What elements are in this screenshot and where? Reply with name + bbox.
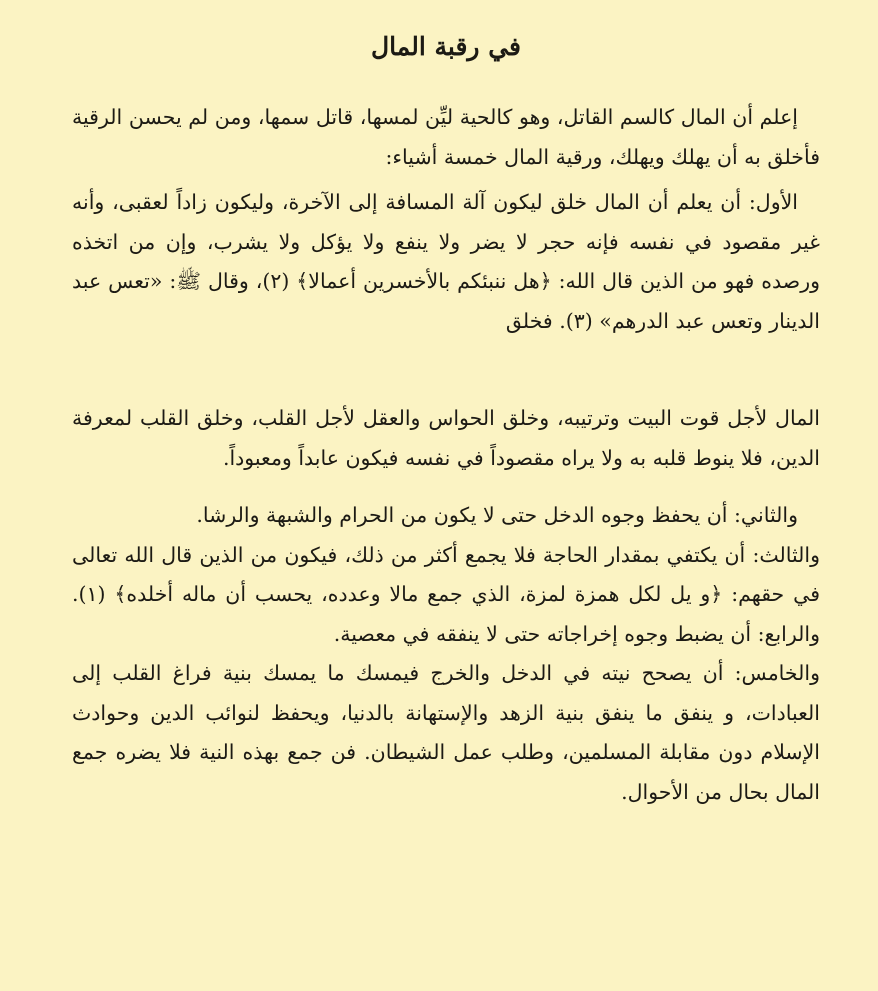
paragraph-gap: [72, 341, 820, 399]
paragraph-gap: [72, 478, 820, 496]
paragraph-third-fourth-point: والثالث: أن يكتفي بمقدار الحاجة فلا يجمع أكثر من ذلك، فيكون من الذين قال الله تعالى في حقهم: ﴿و يل لكل همزة لمزة، الذي جمع مالا وعدده، يحسب أن ماله أخلده﴾ (١). والرابع: أن يضبط وجوه إخراجاته حتى لا ينفقه في معصية.: [72, 542, 820, 646]
paragraph-second-point: والثاني: أن يحفظ وجوه الدخل حتى لا يكون من الحرام والشبهة والرشا.: [196, 503, 798, 527]
paragraph-fifth-point: والخامس: أن يصحح نيته في الدخل والخرج فيمسك ما يمسك بنية فراغ القلب إلى العبادات، و ينفق ما ينفق بنية الزهد والإستهانة بالدنيا، ويحفظ لنوائب الدين وحوادث الإسلام دون مقابلة المسلمين، وطلب عمل الشيطان. فن جمع بهذه النية فلا يضره جمع المال بحال من الأحوال.: [72, 661, 820, 804]
paragraph-first-point-continued: المال لأجل قوت البيت وترتيبه، وخلق الحواس والعقل لأجل القلب، وخلق القلب لمعرفة الدين، فلا ينوط قلبه به ولا يراه مقصوداً في نفسه فيكون عابداً ومعبوداً.: [72, 406, 820, 470]
page-title: في رقبة المال: [371, 32, 521, 61]
paragraph-intro: إعلم أن المال كالسم القاتل، وهو كالحية ليِّن لمسها، قاتل سمها، ومن لم يحسن الرقية فأخلق به أن يهلك ويهلك، ورقية المال خمسة أشياء:: [72, 105, 820, 169]
paragraph-first-point: الأول: أن يعلم أن المال خلق ليكون آلة المسافة إلى الآخرة، وليكون زاداً لعقبى، وأنه غير مقصود في نفسه فإنه حجر لا يضر ولا ينفع ولا يؤكل ولا يشرب، وإن من اتخذه ورصده فهو من الذين قال الله: ﴿هل ننبئكم بالأخسرين أعمالا﴾ (٢)، وقال ﷺ: «تعس عبد الدينار وتعس عبد الدرهم» (٣). فخلق: [72, 190, 820, 333]
